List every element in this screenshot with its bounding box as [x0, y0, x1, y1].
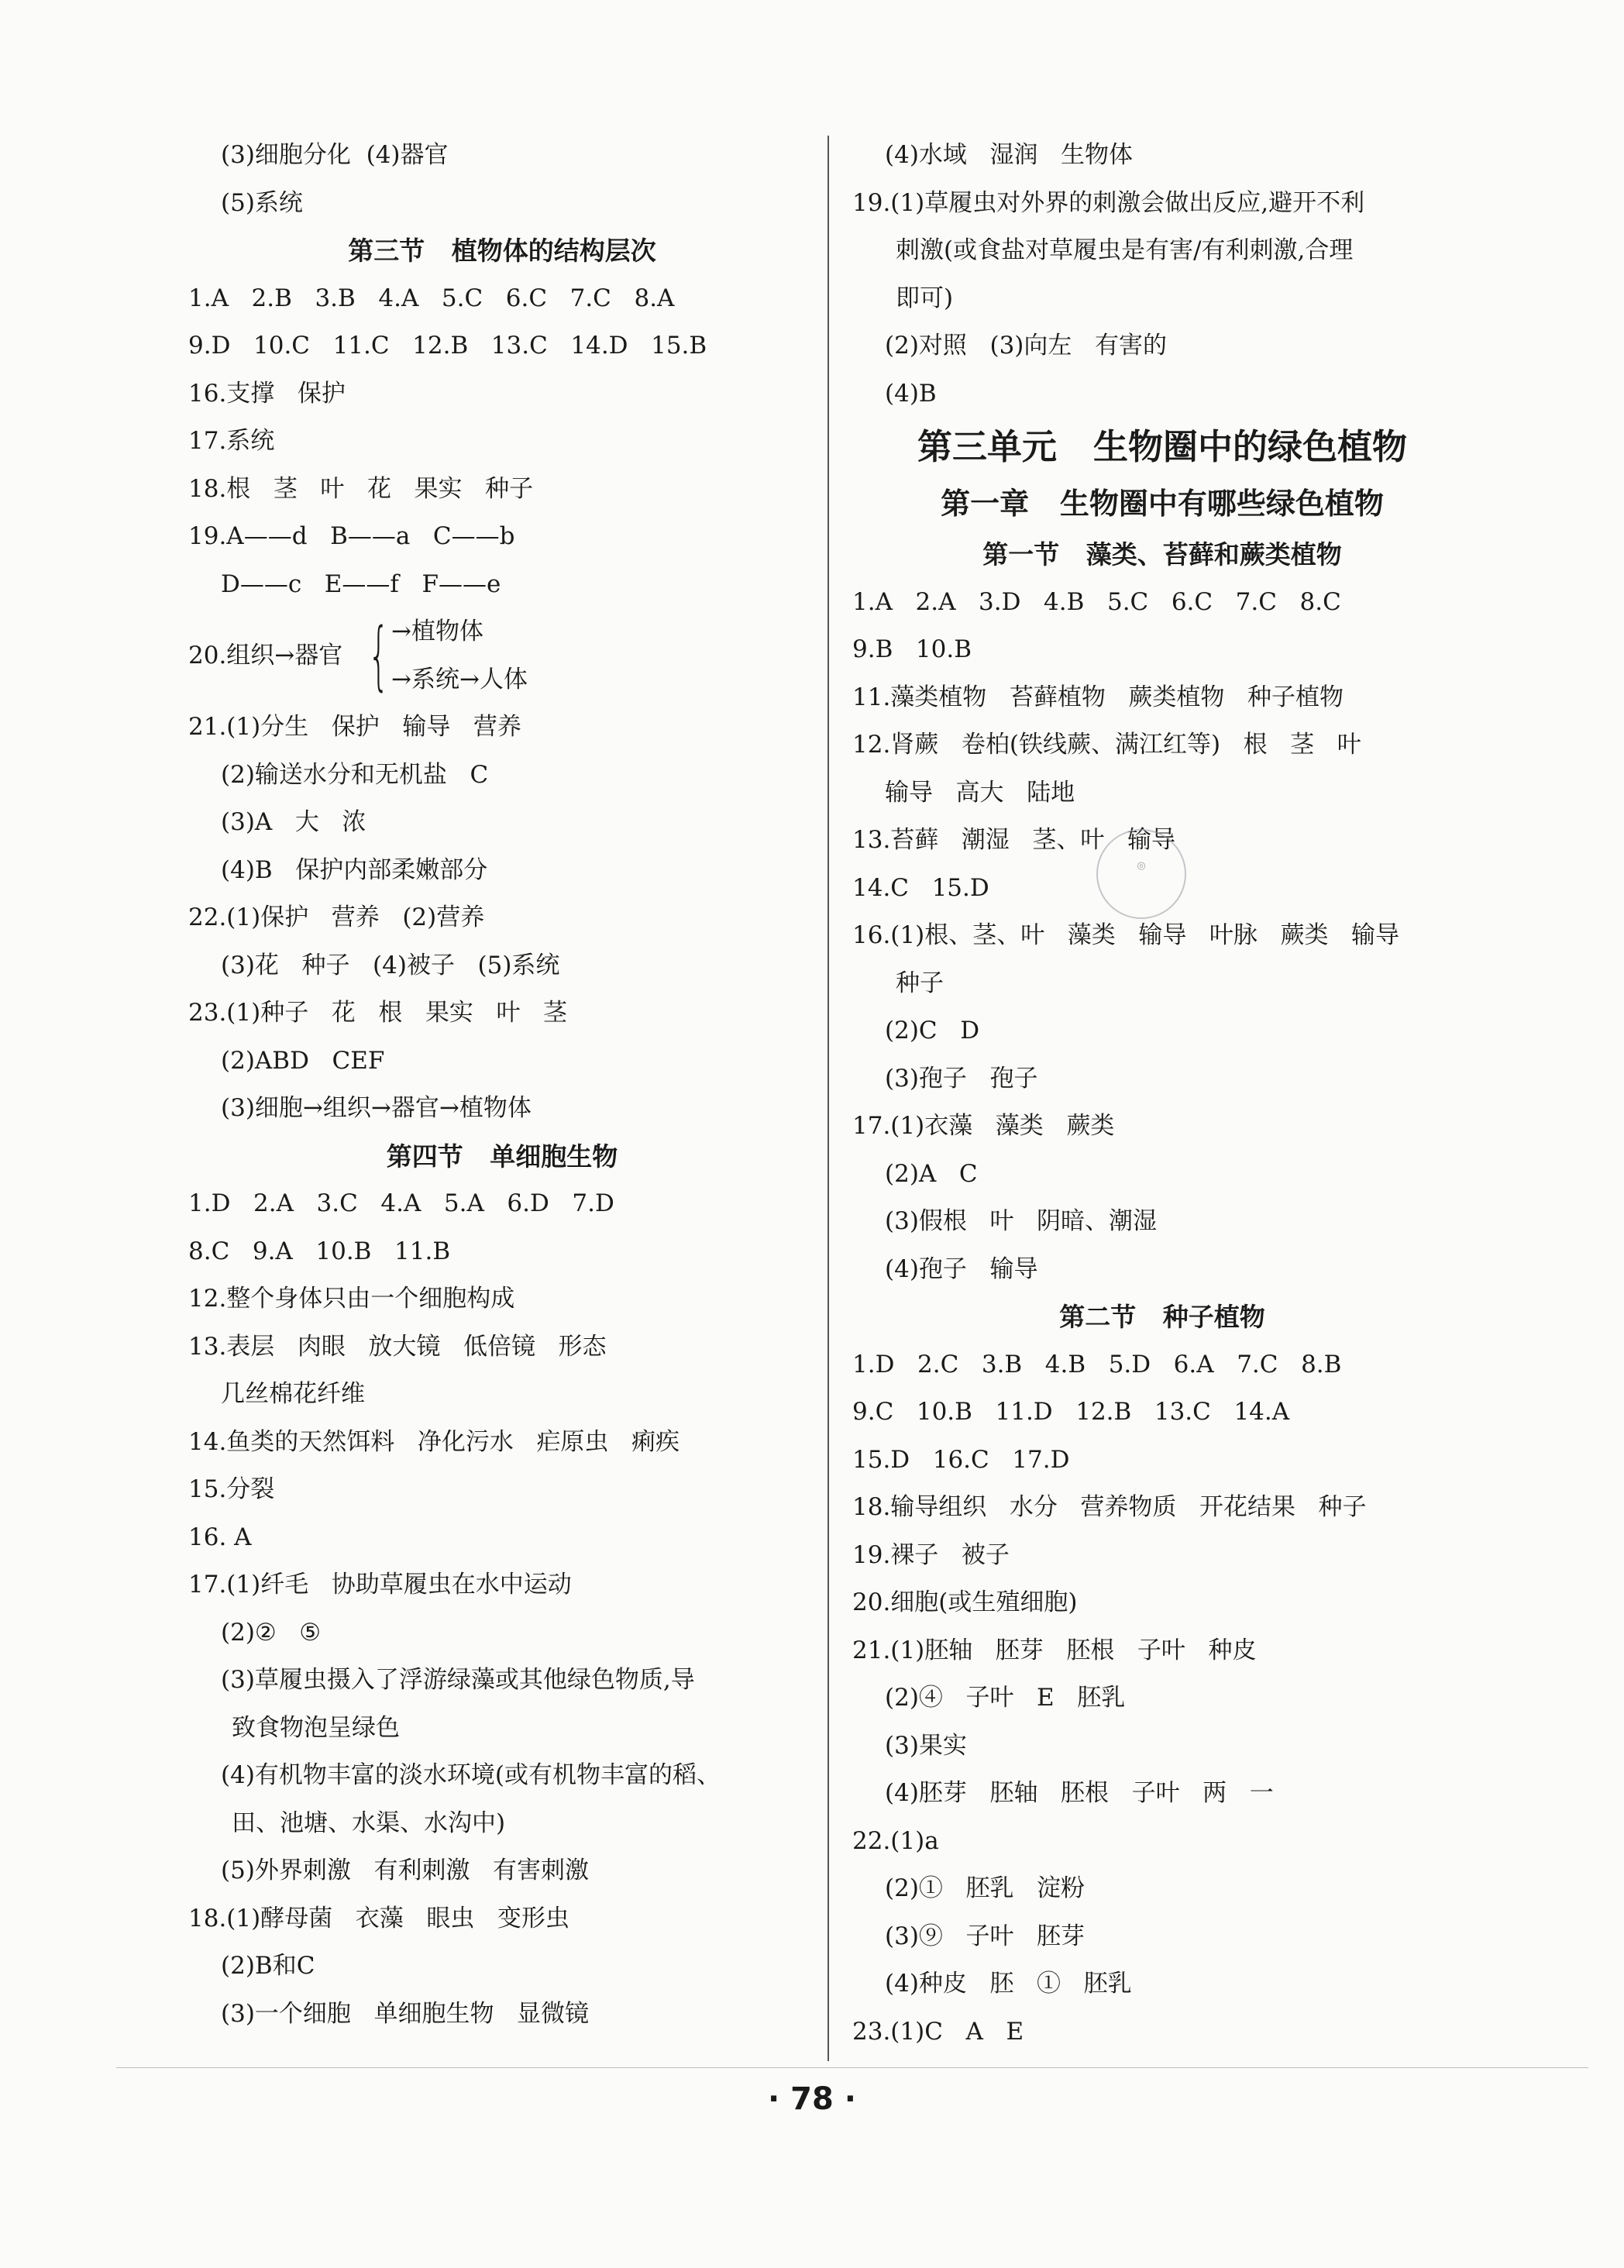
column-divider [827, 136, 829, 2061]
section-heading: 第三节 植物体的结构层次 [348, 236, 656, 266]
answer-line: 19.(1)草履虫对外界的刺激会做出反应,避开不利 [852, 188, 1365, 217]
answer-line: 22.(1)a [852, 1826, 939, 1855]
answer-line: 17.系统 [188, 427, 275, 455]
answer-line: 11.藻类植物 苔藓植物 蕨类植物 种子植物 [852, 683, 1344, 711]
answer-line: (2)C D [885, 1017, 980, 1045]
chapter-heading: 第一章 生物圈中有哪些绿色植物 [941, 487, 1384, 521]
answer-line: 输导 高大 陆地 [885, 778, 1075, 807]
answer-line: (3)A 大 浓 [221, 808, 366, 836]
answer-line: 12.整个身体只由一个细胞构成 [188, 1285, 515, 1313]
answer-line: 即可) [896, 284, 954, 312]
section-heading: 第二节 种子植物 [1059, 1302, 1265, 1332]
answer-line: (4)胚芽 胚轴 胚根 子叶 两 一 [885, 1779, 1274, 1807]
answer-line: 16.支撑 保护 [188, 379, 346, 408]
answer-line: 种子 [896, 969, 944, 997]
answer-line: 17.(1)纤毛 协助草履虫在水中运动 [188, 1571, 572, 1599]
answer-line: 1.A 2.B 3.B 4.A 5.C 6.C 7.C 8.A [188, 284, 675, 312]
answer-line: (4)孢子 输导 [885, 1254, 1038, 1283]
answer-line: 23.(1)C A E [852, 2017, 1024, 2046]
answer-line: 22.(1)保护 营养 (2)营养 [188, 903, 485, 931]
answer-line: 15.分裂 [188, 1475, 275, 1503]
footer-rule [116, 2067, 1588, 2068]
answer-line: (5)系统 [221, 188, 303, 217]
page-number: · 78 · [768, 2081, 856, 2117]
answer-line: 13.苔藓 潮湿 茎、叶 输导 [852, 826, 1175, 854]
answer-line: (2)② ⑤ [221, 1618, 322, 1647]
answer-line: (3)花 种子 (4)被子 (5)系统 [221, 951, 560, 979]
answer-line: 20.细胞(或生殖细胞) [852, 1588, 1078, 1616]
answer-line: (3)细胞→组织→器官→植物体 [221, 1094, 532, 1122]
answer-line: 田、池塘、水渠、水沟中) [232, 1809, 506, 1837]
answer-line: (4)有机物丰富的淡水环境(或有机物丰富的稻、 [221, 1761, 721, 1789]
answer-line: 17.(1)衣藻 藻类 蕨类 [852, 1112, 1115, 1140]
answer-line: 16.(1)根、茎、叶 藻类 输导 叶脉 蕨类 输导 [852, 921, 1400, 949]
answer-line: 18.输导组织 水分 营养物质 开花结果 种子 [852, 1493, 1367, 1521]
answer-line: (4)B [885, 379, 937, 408]
answer-line: (2)① 胚乳 淀粉 [885, 1874, 1086, 1902]
answer-line: 8.C 9.A 10.B 11.B [188, 1237, 451, 1265]
stamp-seal: ◎ [1096, 829, 1186, 919]
right-column [852, 132, 1472, 2056]
answer-line: 15.D 16.C 17.D [852, 1445, 1070, 1474]
answer-line: 14.C 15.D [852, 873, 989, 902]
answer-line: 1.D 2.A 3.C 4.A 5.A 6.D 7.D [188, 1189, 614, 1217]
answer-line: 1.D 2.C 3.B 4.B 5.D 6.A 7.C 8.B [852, 1350, 1342, 1378]
answer-line: (2)A C [885, 1159, 978, 1188]
answer-line: (3)孢子 孢子 [885, 1064, 1038, 1093]
brace-branch: →系统→人体 [391, 665, 528, 693]
answer-line: 14.鱼类的天然饵料 净化污水 疟原虫 痢疾 [188, 1427, 680, 1456]
left-column [188, 132, 816, 2038]
answer-line: 9.C 10.B 11.D 12.B 13.C 14.A [852, 1398, 1290, 1426]
answer-line: 21.(1)胚轴 胚芽 胚根 子叶 种皮 [852, 1636, 1257, 1664]
answer-line: 19.裸子 被子 [852, 1540, 1010, 1569]
answer-line: (2)对照 (3)向左 有害的 [885, 332, 1167, 360]
answer-line: (2)④ 子叶 E 胚乳 [885, 1684, 1126, 1712]
answer-line: (2)B和C [221, 1952, 315, 1980]
answer-line: (3)草履虫摄入了浮游绿藻或其他绿色物质,导 [221, 1666, 695, 1694]
answer-brace-line [188, 608, 816, 704]
answer-line: (3)果实 [885, 1731, 967, 1760]
brace-branch: →植物体 [391, 618, 483, 645]
section-heading: 第一节 藻类、苔藓和蕨类植物 [982, 539, 1342, 570]
answer-line: (2)输送水分和无机盐 C [221, 760, 489, 789]
unit-heading: 第三单元 生物圈中的绿色植物 [917, 426, 1407, 467]
answer-line: (4)水域 湿润 生物体 [885, 141, 1134, 169]
answer-line: 1.A 2.A 3.D 4.B 5.C 6.C 7.C 8.C [852, 587, 1341, 616]
answer-line: D——c E——f F——e [221, 570, 501, 598]
answer-line: (3)假根 叶 阴暗、潮湿 [885, 1207, 1158, 1235]
answer-line: (5)外界刺激 有利刺激 有害刺激 [221, 1857, 590, 1884]
answer-line: 致食物泡呈绿色 [232, 1713, 400, 1742]
answer-line: (4)B 保护内部柔嫩部分 [221, 855, 488, 884]
answer-line: 12.肾蕨 卷柏(铁线蕨、满江红等) 根 茎 叶 [852, 731, 1361, 759]
answer-line: 9.B 10.B [852, 635, 972, 663]
answer-line: (3)一个细胞 单细胞生物 显微镜 [221, 1999, 590, 2028]
answer-line: (2)ABD CEF [221, 1046, 385, 1075]
answer-line: (3)细胞分化 (4)器官 [221, 141, 449, 169]
answer-line: 19.A——d B——a C——b [188, 522, 515, 550]
answer-line: (4)种皮 胚 ① 胚乳 [885, 1970, 1132, 1998]
answer-line: 9.D 10.C 11.C 12.B 13.C 14.D 15.B [188, 332, 707, 360]
brace-icon: { [368, 612, 390, 699]
brace-label: 20.组织→器官 [188, 642, 343, 669]
answer-line: (3)⑨ 子叶 胚芽 [885, 1922, 1086, 1950]
answer-line: 23.(1)种子 花 根 果实 叶 茎 [188, 999, 568, 1027]
answer-line: 13.表层 肉眼 放大镜 低倍镜 形态 [188, 1332, 607, 1361]
answer-line: 16. A [188, 1523, 252, 1551]
answer-line: 几丝棉花纤维 [221, 1380, 365, 1408]
answer-line: 18.(1)酵母菌 衣藻 眼虫 变形虫 [188, 1904, 569, 1932]
answer-line: 刺激(或食盐对草履虫是有害/有利刺激,合理 [896, 236, 1354, 264]
section-heading: 第四节 单细胞生物 [386, 1141, 618, 1172]
answer-line: 21.(1)分生 保护 输导 营养 [188, 713, 521, 741]
answer-line: 18.根 茎 叶 花 果实 种子 [188, 474, 534, 503]
